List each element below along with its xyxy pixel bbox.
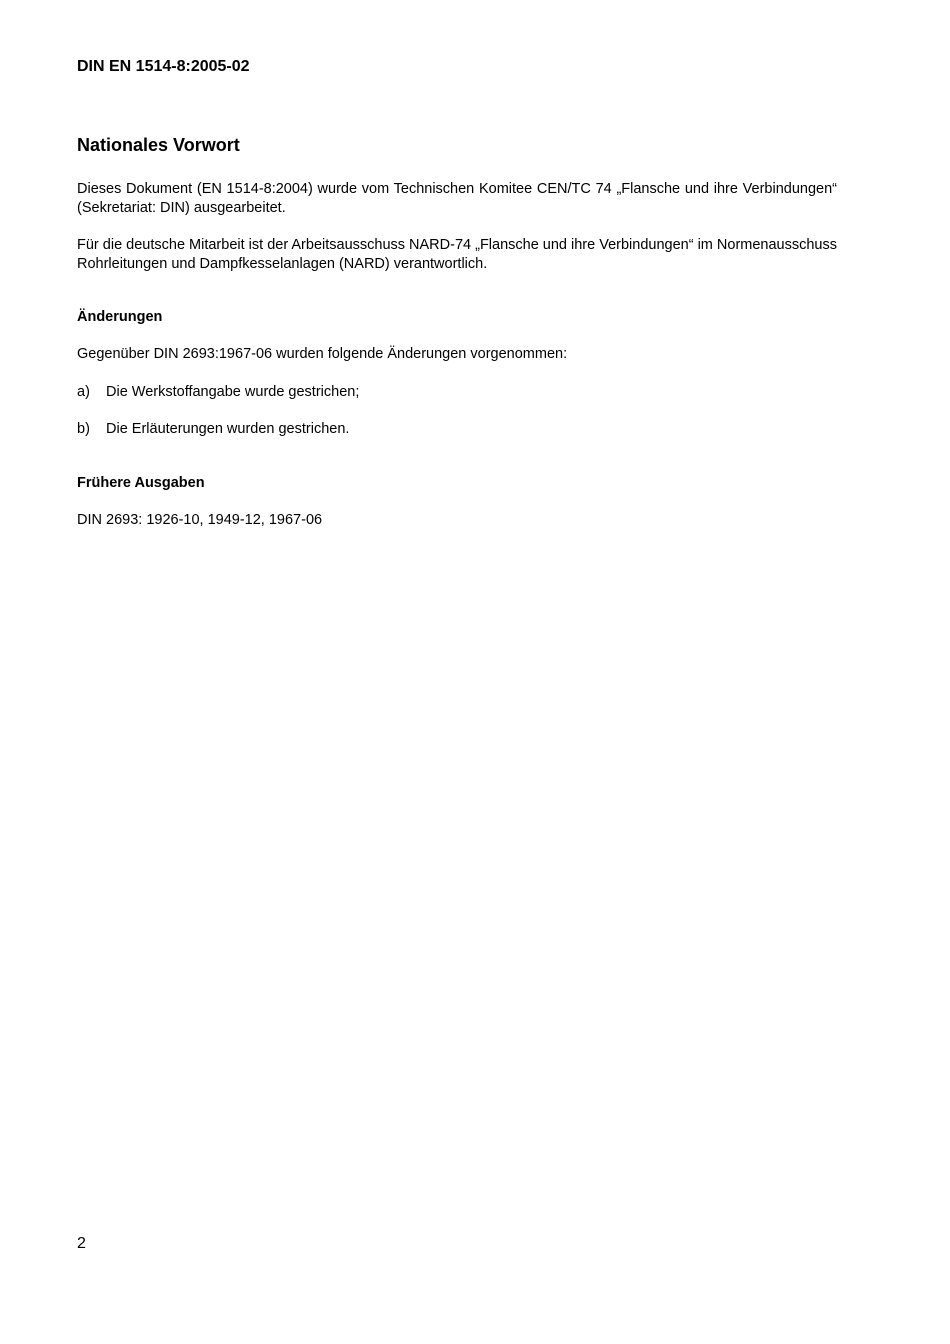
section-title: Nationales Vorwort <box>77 135 240 155</box>
list-item-marker: b) <box>77 421 90 437</box>
document-id: DIN EN 1514-8:2005-02 <box>77 58 250 75</box>
foreword-paragraph-1: Dieses Dokument (EN 1514-8:2004) wurde vom Technischen Komitee CEN/TC 74 „Flansche und ihre Verbindungen“ (Sekretariat: DIN) ausgearbeitet. <box>77 181 837 216</box>
changes-intro: Gegenüber DIN 2693:1967-06 wurden folgende Änderungen vorgenommen: <box>77 346 568 362</box>
changes-heading: Änderungen <box>77 309 163 325</box>
list-item-text: Die Erläuterungen wurden gestrichen. <box>106 421 350 437</box>
list-item <box>77 420 349 439</box>
list-item-marker: a) <box>77 384 90 400</box>
list-item-text: Die Werkstoffangabe wurde gestrichen; <box>106 384 360 400</box>
foreword-paragraph-2: Für die deutsche Mitarbeit ist der Arbeitsausschuss NARD-74 „Flansche und ihre Verbindungen“ im Normenausschuss Rohrleitungen und Dampfkesselanlagen (NARD) verantwortlich. <box>77 237 837 272</box>
previous-editions-text: DIN 2693: 1926-10, 1949-12, 1967-06 <box>77 512 323 528</box>
page-number: 2 <box>77 1235 86 1252</box>
list-item <box>77 383 359 402</box>
previous-editions-heading: Frühere Ausgaben <box>77 475 205 491</box>
